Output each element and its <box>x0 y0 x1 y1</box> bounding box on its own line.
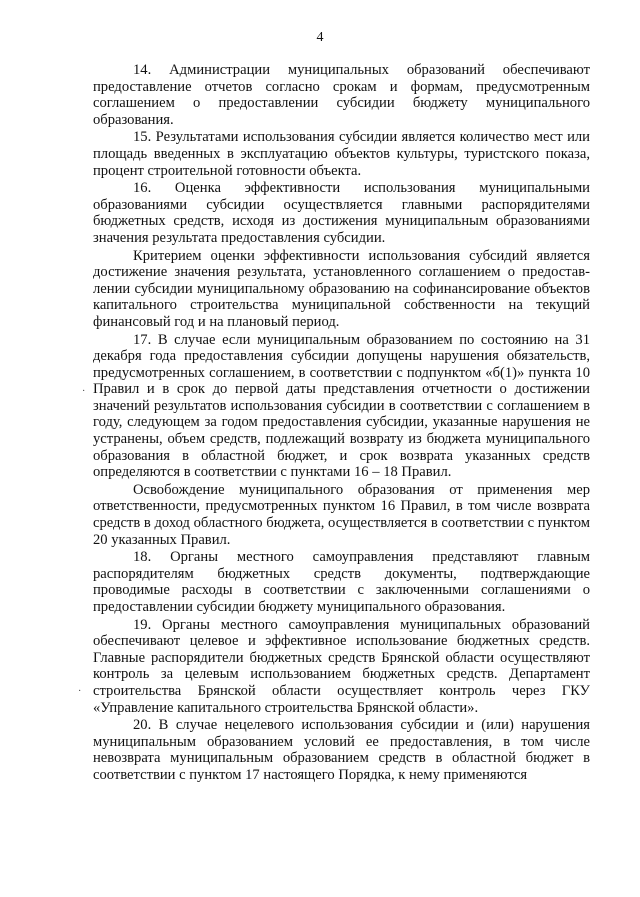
scan-speck: · <box>78 686 82 697</box>
page-number: 4 <box>316 30 324 45</box>
paragraph-14: 14. Администрации муниципальных образований обеспечивают предоставление отчетов согласно срокам и формам, предусмотренным соглашением о предоставлении субсидии бюджету муниципального образования. <box>93 62 590 128</box>
paragraph-20: 20. В случае нецелевого использования субсидии и (или) нарушения муниципальным образованием условий ее предоставления, в том числе невозврата муниципальным образованием средств в областной бюджет в соответствии с пунктом 17 настоящего Порядка, к нему применяются <box>93 717 590 783</box>
paragraph-19: 19. Органы местного самоуправления муниципальных образований обеспечивают целевое и эффективное использование бюджетных средств. Главные распорядители бюджетных средств Брянской области осуществляют контроль за целевым использованием бюджетных средств. Департамент строительства Брянской области осуществляет контроль через ГКУ «Управление капитального строительства Брянской области». <box>93 616 590 716</box>
paragraph-16: 16. Оценка эффективности использования муниципальными образованиями субсидии осуществляется главными распорядителями бюджетных средств, исходя из достижения муниципальным образованиями значения результата предоставления субсидии. <box>93 180 590 246</box>
paragraph-17: 17. В случае если муниципальным образованием по состоянию на 31 декабря года предоставления субсидии допущены нарушения обязательств, предусмотренных соглашением, в соответствии с подпунктом «б(1)» пункта 10 Правил и в срок до первой даты представления отчетности о достижении значений результатов использования субсидии в соответствии с соглашением в году, следующем за годом предоставления субсидии, указанные нарушения не устранены, объем средств, подлежащий возврату из бюджета муниципального образования в областной бюджет, и срок возврата указанных средств определяются в соответствии с пунктами 16 – 18 Правил. <box>93 331 590 481</box>
paragraph-15: 15. Результатами использования субсидии является количество мест или площадь введенных в эксплуатацию объектов культуры, туристского показа, процент строительной готовности объекта. <box>93 129 590 179</box>
document-body <box>93 62 590 784</box>
paragraph-16-criterion: Критерием оценки эффективности использования субсидий является достижение значения результата, установленного соглашением о предоставлении субсидии муниципальному образованию на софинансирование объектов капитального строительства муниципальной собственности на текущий финансовый год и на плановый период. <box>93 247 590 330</box>
paragraph-18: 18. Органы местного самоуправления представляют главным распорядителям бюджетных средств документы, подтверждающие проводимые расходы в соответствии с заключенными соглашениями о предоставлении субсидии бюджету муниципального образования. <box>93 549 590 615</box>
scan-speck: · <box>82 386 86 397</box>
paragraph-17-exemption: Освобождение муниципального образования от применения мер ответственности, предусмотренных пунктом 16 Правил, в том числе возврата средств в доход областного бюджета, осуществляется в соответствии с пунктом 20 указанных Правил. <box>93 481 590 548</box>
